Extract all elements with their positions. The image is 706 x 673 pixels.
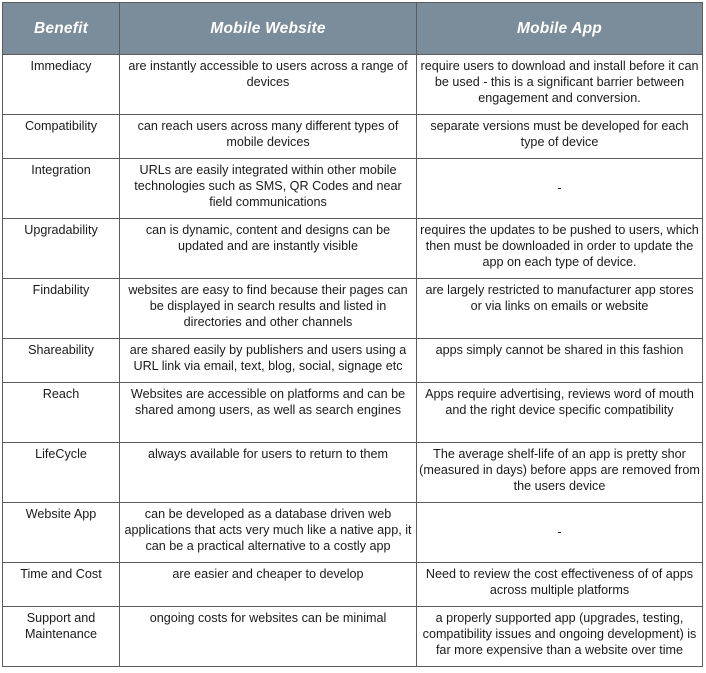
benefit-cell: Upgradability — [3, 219, 120, 279]
table-row — [3, 55, 703, 115]
website-cell: are instantly accessible to users across a range of devices — [120, 55, 417, 115]
app-cell: a properly supported app (upgrades, testing, compatibility issues and ongoing development) is far more expensive than a website over time — [417, 607, 703, 667]
app-cell: require users to download and install before it can be used - this is a significant barrier between engagement and conversion. — [417, 55, 703, 115]
app-cell: apps simply cannot be shared in this fashion — [417, 339, 703, 383]
website-cell: websites are easy to find because their pages can be displayed in search results and listed in directories and other channels — [120, 279, 417, 339]
website-cell: can reach users across many different types of mobile devices — [120, 115, 417, 159]
benefit-cell: Shareability — [3, 339, 120, 383]
table-row — [3, 339, 703, 383]
website-cell: URLs are easily integrated within other mobile technologies such as SMS, QR Codes and near field communications — [120, 159, 417, 219]
table-row — [3, 383, 703, 443]
table-row — [3, 443, 703, 503]
benefit-cell: Time and Cost — [3, 563, 120, 607]
header-mobile-app: Mobile App — [417, 3, 703, 55]
app-cell: requires the updates to be pushed to users, which then must be downloaded in order to update the app on each type of device. — [417, 219, 703, 279]
app-cell: Need to review the cost effectiveness of of apps across multiple platforms — [417, 563, 703, 607]
benefit-cell: Immediacy — [3, 55, 120, 115]
table-row — [3, 279, 703, 339]
table-row — [3, 503, 703, 563]
benefit-cell: Website App — [3, 503, 120, 563]
table-row — [3, 115, 703, 159]
table-row — [3, 219, 703, 279]
app-cell: The average shelf-life of an app is pretty shor (measured in days) before apps are removed from the users device — [417, 443, 703, 503]
website-cell: ongoing costs for websites can be minimal — [120, 607, 417, 667]
website-cell: are shared easily by publishers and users using a URL link via email, text, blog, social, signage etc — [120, 339, 417, 383]
header-row — [3, 3, 703, 55]
benefit-cell: Reach — [3, 383, 120, 443]
app-cell: separate versions must be developed for each type of device — [417, 115, 703, 159]
benefit-cell: Integration — [3, 159, 120, 219]
app-cell: are largely restricted to manufacturer app stores or via links on emails or website — [417, 279, 703, 339]
table-row — [3, 607, 703, 667]
app-cell: - — [417, 503, 703, 563]
benefit-cell: LifeCycle — [3, 443, 120, 503]
header-mobile-website: Mobile Website — [120, 3, 417, 55]
benefit-cell: Compatibility — [3, 115, 120, 159]
website-cell: can be developed as a database driven web applications that acts very much like a native app, it can be a practical alternative to a costly app — [120, 503, 417, 563]
website-cell: Websites are accessible on platforms and can be shared among users, as well as search engines — [120, 383, 417, 443]
header-benefit: Benefit — [3, 3, 120, 55]
benefit-cell: Findability — [3, 279, 120, 339]
comparison-table — [2, 2, 703, 667]
benefit-cell: Support and Maintenance — [3, 607, 120, 667]
website-cell: are easier and cheaper to develop — [120, 563, 417, 607]
app-cell: - — [417, 159, 703, 219]
table-row — [3, 563, 703, 607]
website-cell: always available for users to return to them — [120, 443, 417, 503]
website-cell: can is dynamic, content and designs can be updated and are instantly visible — [120, 219, 417, 279]
app-cell: Apps require advertising, reviews word of mouth and the right device specific compatibility — [417, 383, 703, 443]
table-row — [3, 159, 703, 219]
